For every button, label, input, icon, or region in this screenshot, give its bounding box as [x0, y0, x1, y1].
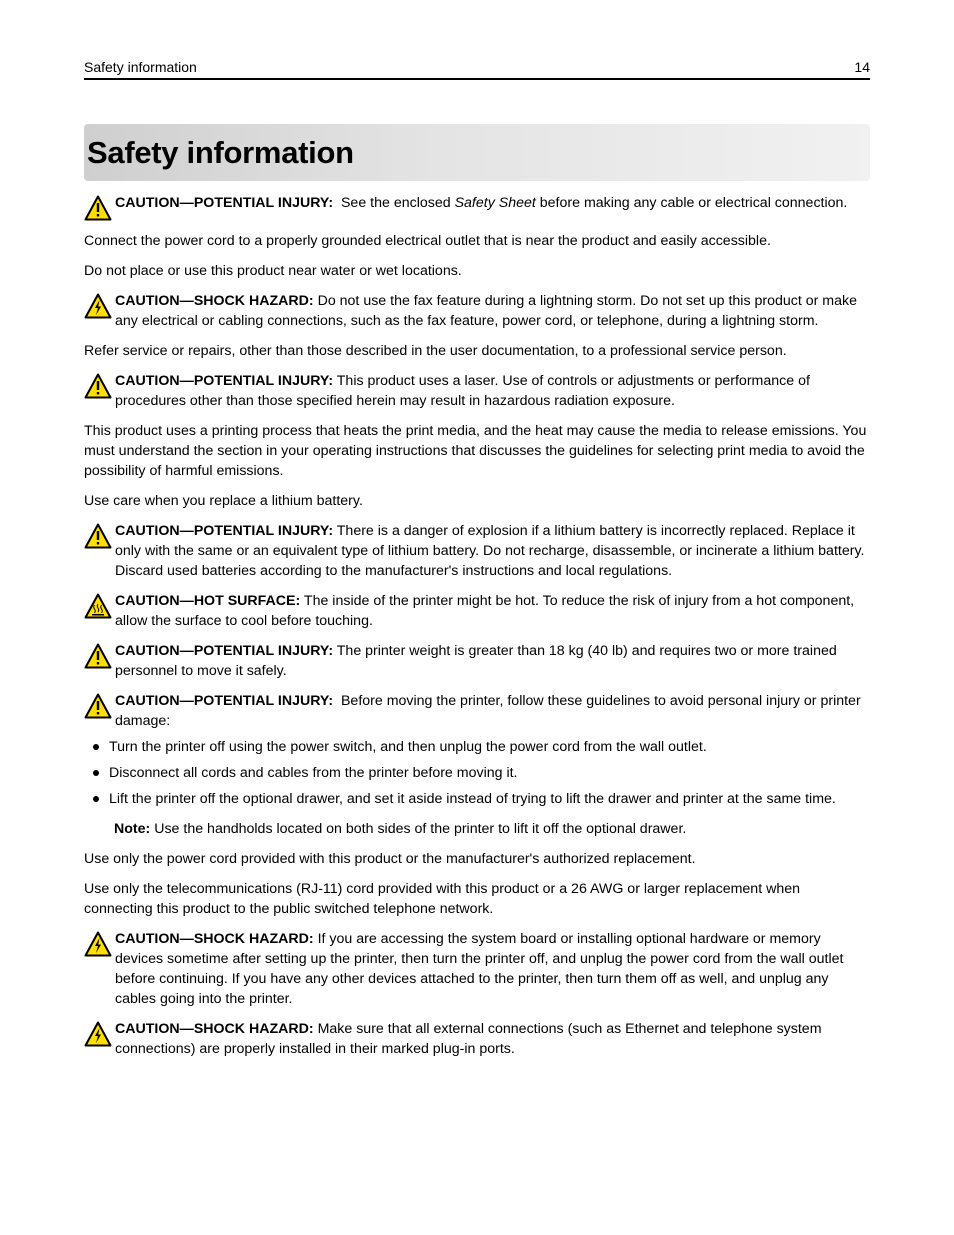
- caution-text: [115, 521, 870, 581]
- document-page: [84, 58, 870, 1069]
- note-text: Use the handholds located on both sides of the printer to lift it off the optional drawer.: [154, 821, 687, 837]
- caution-shock-hazard: [84, 1019, 870, 1059]
- list-item: Turn the printer off using the power switch, and then unplug the power cord from the wall outlet.: [84, 737, 870, 757]
- paragraph: Use only the telecommunications (RJ-11) cord provided with this product or a 26 AWG or larger replacement when connecting this product to the public switched telephone network.: [84, 881, 801, 917]
- caution-label: CAUTION—POTENTIAL INJURY:: [115, 373, 334, 389]
- caution-potential-injury: [84, 193, 870, 221]
- shock-hazard-icon: [84, 929, 115, 957]
- title-bar: [84, 124, 870, 181]
- bullet-list: [84, 737, 870, 809]
- caution-body: Do not use the fax feature during a lightning storm. Do not set up this product or make any electrical or cabling connections, such as the fax feature, power cord, or telephone, during a lightning storm.: [115, 293, 858, 329]
- caution-label: CAUTION—POTENTIAL INJURY:: [115, 523, 334, 539]
- caution-body: The inside of the printer might be hot. To reduce the risk of injury from a hot component, allow the surface to cool before touching.: [115, 593, 855, 629]
- note: [84, 819, 870, 839]
- list-item: Lift the printer off the optional drawer, and set it aside instead of trying to lift the drawer and printer at the same time.: [84, 789, 870, 809]
- document-reference: Safety Sheet: [454, 195, 536, 211]
- caution-body: See the enclosed: [340, 195, 451, 211]
- caution-text: [115, 1019, 870, 1059]
- paragraph: Connect the power cord to a properly grounded electrical outlet that is near the product and easily accessible.: [84, 233, 771, 249]
- warning-icon: [84, 371, 115, 399]
- shock-hazard-icon: [84, 291, 115, 319]
- caution-body: There is a danger of explosion if a lithium battery is incorrectly replaced. Replace it only with the same or an equivalent type of lithium battery. Do not recharge, disassemble, or incinerate a lithium battery. Discard used batteries according to the manufacturer's instructions and local regulations.: [115, 523, 865, 579]
- shock-hazard-icon: [84, 1019, 115, 1047]
- caution-label: CAUTION—POTENTIAL INJURY:: [115, 643, 334, 659]
- caution-hot-surface: [84, 591, 870, 631]
- page-title: Safety information: [87, 134, 354, 170]
- caution-text: [115, 591, 870, 631]
- caution-label: CAUTION—POTENTIAL INJURY:: [115, 693, 334, 709]
- caution-potential-injury: [84, 371, 870, 411]
- caution-label: CAUTION—HOT SURFACE:: [115, 593, 301, 609]
- caution-text: [115, 929, 870, 1009]
- caution-text: [115, 291, 870, 331]
- caution-body: Make sure that all external connections (such as Ethernet and telephone system connections) are properly installed in their marked plug-in ports.: [115, 1021, 822, 1057]
- warning-icon: [84, 193, 115, 221]
- caution-text: [115, 641, 870, 681]
- caution-label: CAUTION—SHOCK HAZARD:: [115, 293, 314, 309]
- hot-surface-icon: [84, 591, 115, 619]
- caution-potential-injury: [84, 691, 870, 731]
- caution-potential-injury: [84, 641, 870, 681]
- paragraph: Do not place or use this product near water or wet locations.: [84, 263, 462, 279]
- caution-body: The printer weight is greater than 18 kg (40 lb) and requires two or more trained personnel to move it safely.: [115, 643, 837, 679]
- caution-body: This product uses a laser. Use of controls or adjustments or performance of procedures other than those specified herein may result in hazardous radiation exposure.: [115, 373, 810, 409]
- caution-shock-hazard: [84, 929, 870, 1009]
- caution-body: before making any cable or electrical connection.: [539, 195, 848, 211]
- caution-label: CAUTION—SHOCK HAZARD:: [115, 1021, 314, 1037]
- note-label: Note:: [114, 821, 151, 837]
- warning-icon: [84, 691, 115, 719]
- header-page-number: 14: [854, 59, 870, 75]
- caution-body: Before moving the printer, follow these guidelines to avoid personal injury or printer damage:: [115, 693, 861, 729]
- caution-text: [115, 691, 870, 731]
- caution-label: CAUTION—POTENTIAL INJURY:: [115, 195, 334, 211]
- paragraph: Refer service or repairs, other than those described in the user documentation, to a professional service person.: [84, 343, 787, 359]
- list-item: Disconnect all cords and cables from the printer before moving it.: [84, 763, 870, 783]
- caution-label: CAUTION—SHOCK HAZARD:: [115, 931, 314, 947]
- warning-icon: [84, 641, 115, 669]
- running-header: [84, 58, 870, 80]
- caution-text: [115, 371, 870, 411]
- warning-icon: [84, 521, 115, 549]
- caution-shock-hazard: [84, 291, 870, 331]
- page-content: [84, 193, 870, 1059]
- caution-body: If you are accessing the system board or installing optional hardware or memory devices sometime after setting up the printer, then turn the printer off, and unplug the power cord from the wall outlet before continuing. If you have any other devices attached to the printer, then turn them off as well, and unplug any cables going into the printer.: [115, 931, 844, 1007]
- paragraph: Use only the power cord provided with this product or the manufacturer's authorized replacement.: [84, 851, 696, 867]
- header-section-title: Safety information: [84, 59, 197, 75]
- paragraph: This product uses a printing process that heats the print media, and the heat may cause the media to release emissions. You must understand the section in your operating instructions that discusses the guidelines for selecting print media to avoid the possibility of harmful emissions.: [84, 423, 867, 479]
- caution-text: [115, 193, 870, 213]
- caution-potential-injury: [84, 521, 870, 581]
- paragraph: Use care when you replace a lithium battery.: [84, 493, 363, 509]
